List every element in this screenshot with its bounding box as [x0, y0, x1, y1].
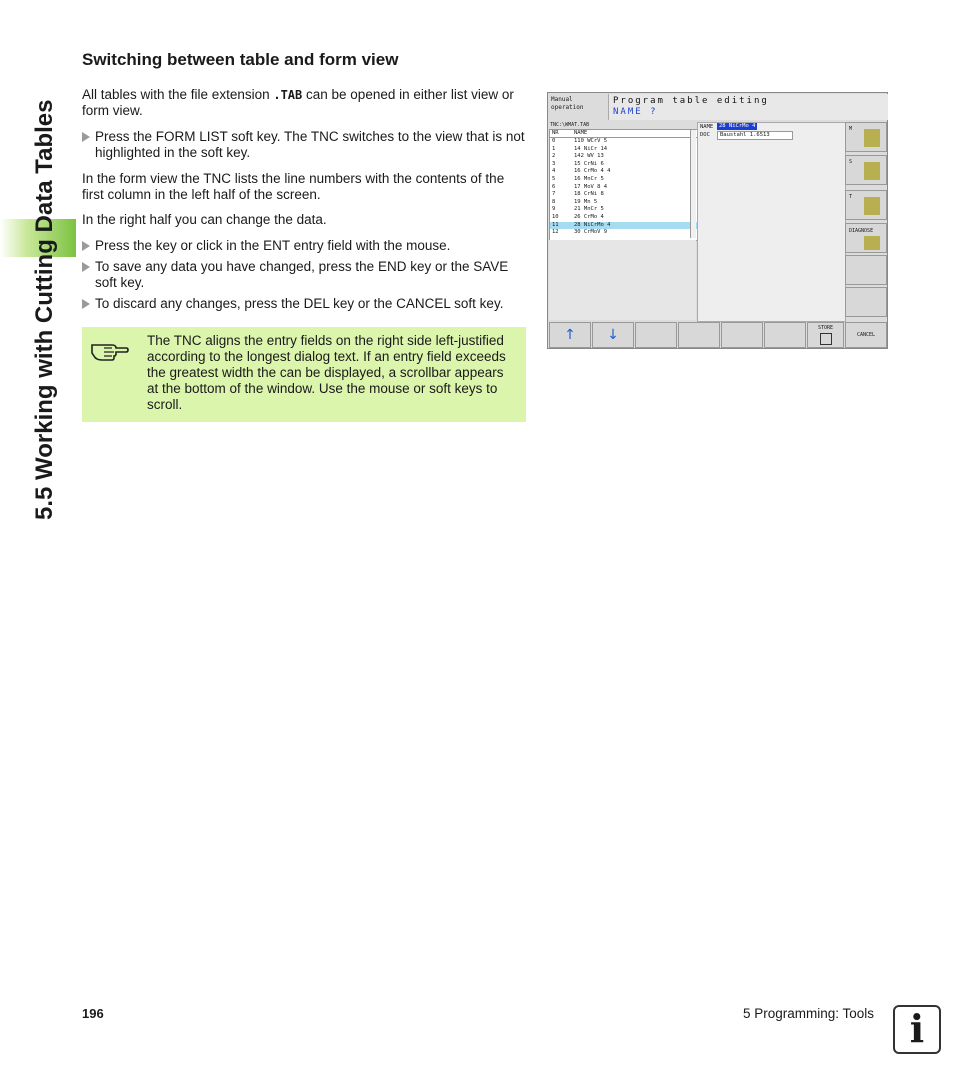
right-half-paragraph: In the right half you can change the data. — [82, 212, 327, 227]
bullet-arrow-icon — [82, 299, 90, 309]
table-row[interactable]: 0 110 WCrV 5 — [552, 138, 608, 144]
form-panel — [697, 122, 846, 322]
list-scrollbar[interactable] — [690, 130, 696, 238]
softkey-cancel[interactable]: CANCEL — [845, 322, 887, 348]
table-row[interactable]: 9 21 MnCr 5 — [552, 206, 604, 213]
bullet-arrow-icon — [82, 241, 90, 251]
softkey-m[interactable]: M — [845, 122, 887, 152]
diagnose-icon — [864, 236, 880, 250]
form-view-paragraph: In the form view the TNC lists the line numbers with the contents of the first column in the left half of the screen. — [82, 171, 505, 202]
page-number: 196 — [82, 1006, 104, 1021]
form-name-field[interactable]: 28 NiCrMo 4 — [719, 123, 756, 129]
bullet-arrow-icon — [82, 262, 90, 272]
tool-icon — [864, 129, 880, 147]
list-empty-area — [549, 240, 696, 320]
softkey-store[interactable]: STORE — [807, 322, 844, 348]
screen-header — [608, 94, 888, 120]
form-doc-label: DOC — [700, 132, 710, 138]
softkey-page-down[interactable] — [764, 322, 806, 348]
softkey-up[interactable] — [549, 322, 591, 348]
tool-icon — [864, 162, 880, 180]
bullet-form-list: Press the FORM LIST soft key. The TNC switches to the view that is not highlighted in the soft key. — [82, 129, 528, 161]
info-icon: i — [893, 1005, 941, 1054]
softkey-page-up[interactable] — [721, 322, 763, 348]
table-row[interactable]: 2 142 WV 13 — [552, 153, 604, 160]
table-row[interactable]: 3 15 CrNi 6 — [552, 160, 604, 167]
table-row[interactable]: 4 16 CrMo 4 4 — [552, 168, 611, 175]
arrow-up-icon: ↑ — [564, 327, 576, 343]
screen-title: Program table editing — [613, 96, 769, 106]
table-row[interactable]: 8 19 Mn 5 — [552, 198, 598, 205]
table-header: NR NAME — [550, 130, 698, 138]
bullet-save: To save any data you have changed, press the END key or the SAVE soft key. — [82, 259, 528, 291]
dialog-prompt: NAME ? — [613, 107, 658, 117]
table-row[interactable]: 10 26 CrMo 4 — [552, 213, 604, 220]
tool-icon — [864, 197, 880, 215]
note-text: The TNC aligns the entry fields on the right side left-justified according to the longest dialog text. If an entry field exceeds the greatest width the can be displayed, a scrollbar appears at the bottom of the window. Use the mouse or soft keys to scroll. — [147, 333, 506, 412]
softkey-empty-2[interactable] — [845, 287, 887, 317]
bullet-arrow-icon — [82, 132, 90, 142]
table-row[interactable]: 6 17 MoV 8 4 — [552, 183, 608, 190]
form-name-label: NAME — [700, 124, 714, 130]
pointing-hand-icon — [90, 335, 130, 363]
file-path: TNC:\WMAT.TAB — [550, 122, 590, 128]
footer-chapter: 5 Programming: Tools — [743, 1006, 875, 1021]
softkey-page-begin[interactable] — [635, 322, 677, 348]
softkey-down[interactable] — [592, 322, 634, 348]
disk-icon — [820, 333, 832, 345]
intro-paragraph: All tables with the file extension .TAB can be opened in either list view or form view. — [82, 87, 514, 118]
softkey-page-end[interactable] — [678, 322, 720, 348]
table-list[interactable] — [549, 129, 699, 241]
note-box — [82, 327, 526, 422]
softkey-s[interactable]: S — [845, 155, 887, 185]
table-row[interactable]: 5 16 MnCr 5 — [552, 175, 604, 182]
table-row[interactable]: 1 14 NiCr 14 — [552, 145, 608, 152]
bullet-discard: To discard any changes, press the DEL key or the CANCEL soft key. — [82, 296, 528, 312]
table-row[interactable]: 7 18 CrNi 8 — [552, 191, 604, 198]
table-row[interactable]: 12 30 CrMoV 9 — [552, 229, 608, 236]
softkey-t[interactable]: T — [845, 190, 887, 220]
softkey-empty-1[interactable] — [845, 255, 887, 285]
chapter-title: 5.5 Working with Cutting Data Tables — [31, 99, 58, 520]
section-title: Switching between table and form view — [82, 50, 399, 69]
table-row[interactable]: 11 28 NiCrMo 4 — [550, 222, 698, 230]
operating-mode: Manual operation — [551, 96, 584, 111]
arrow-down-icon: ↓ — [607, 327, 619, 343]
tnc-screenshot — [547, 92, 888, 349]
form-doc-field[interactable]: Baustahl 1.6513 — [717, 131, 793, 140]
file-extension: .TAB — [273, 88, 303, 102]
bullet-ent-field: Press the key or click in the ENT entry field with the mouse. — [82, 238, 528, 254]
softkey-diagnose[interactable]: DIAGNOSE — [845, 223, 887, 253]
